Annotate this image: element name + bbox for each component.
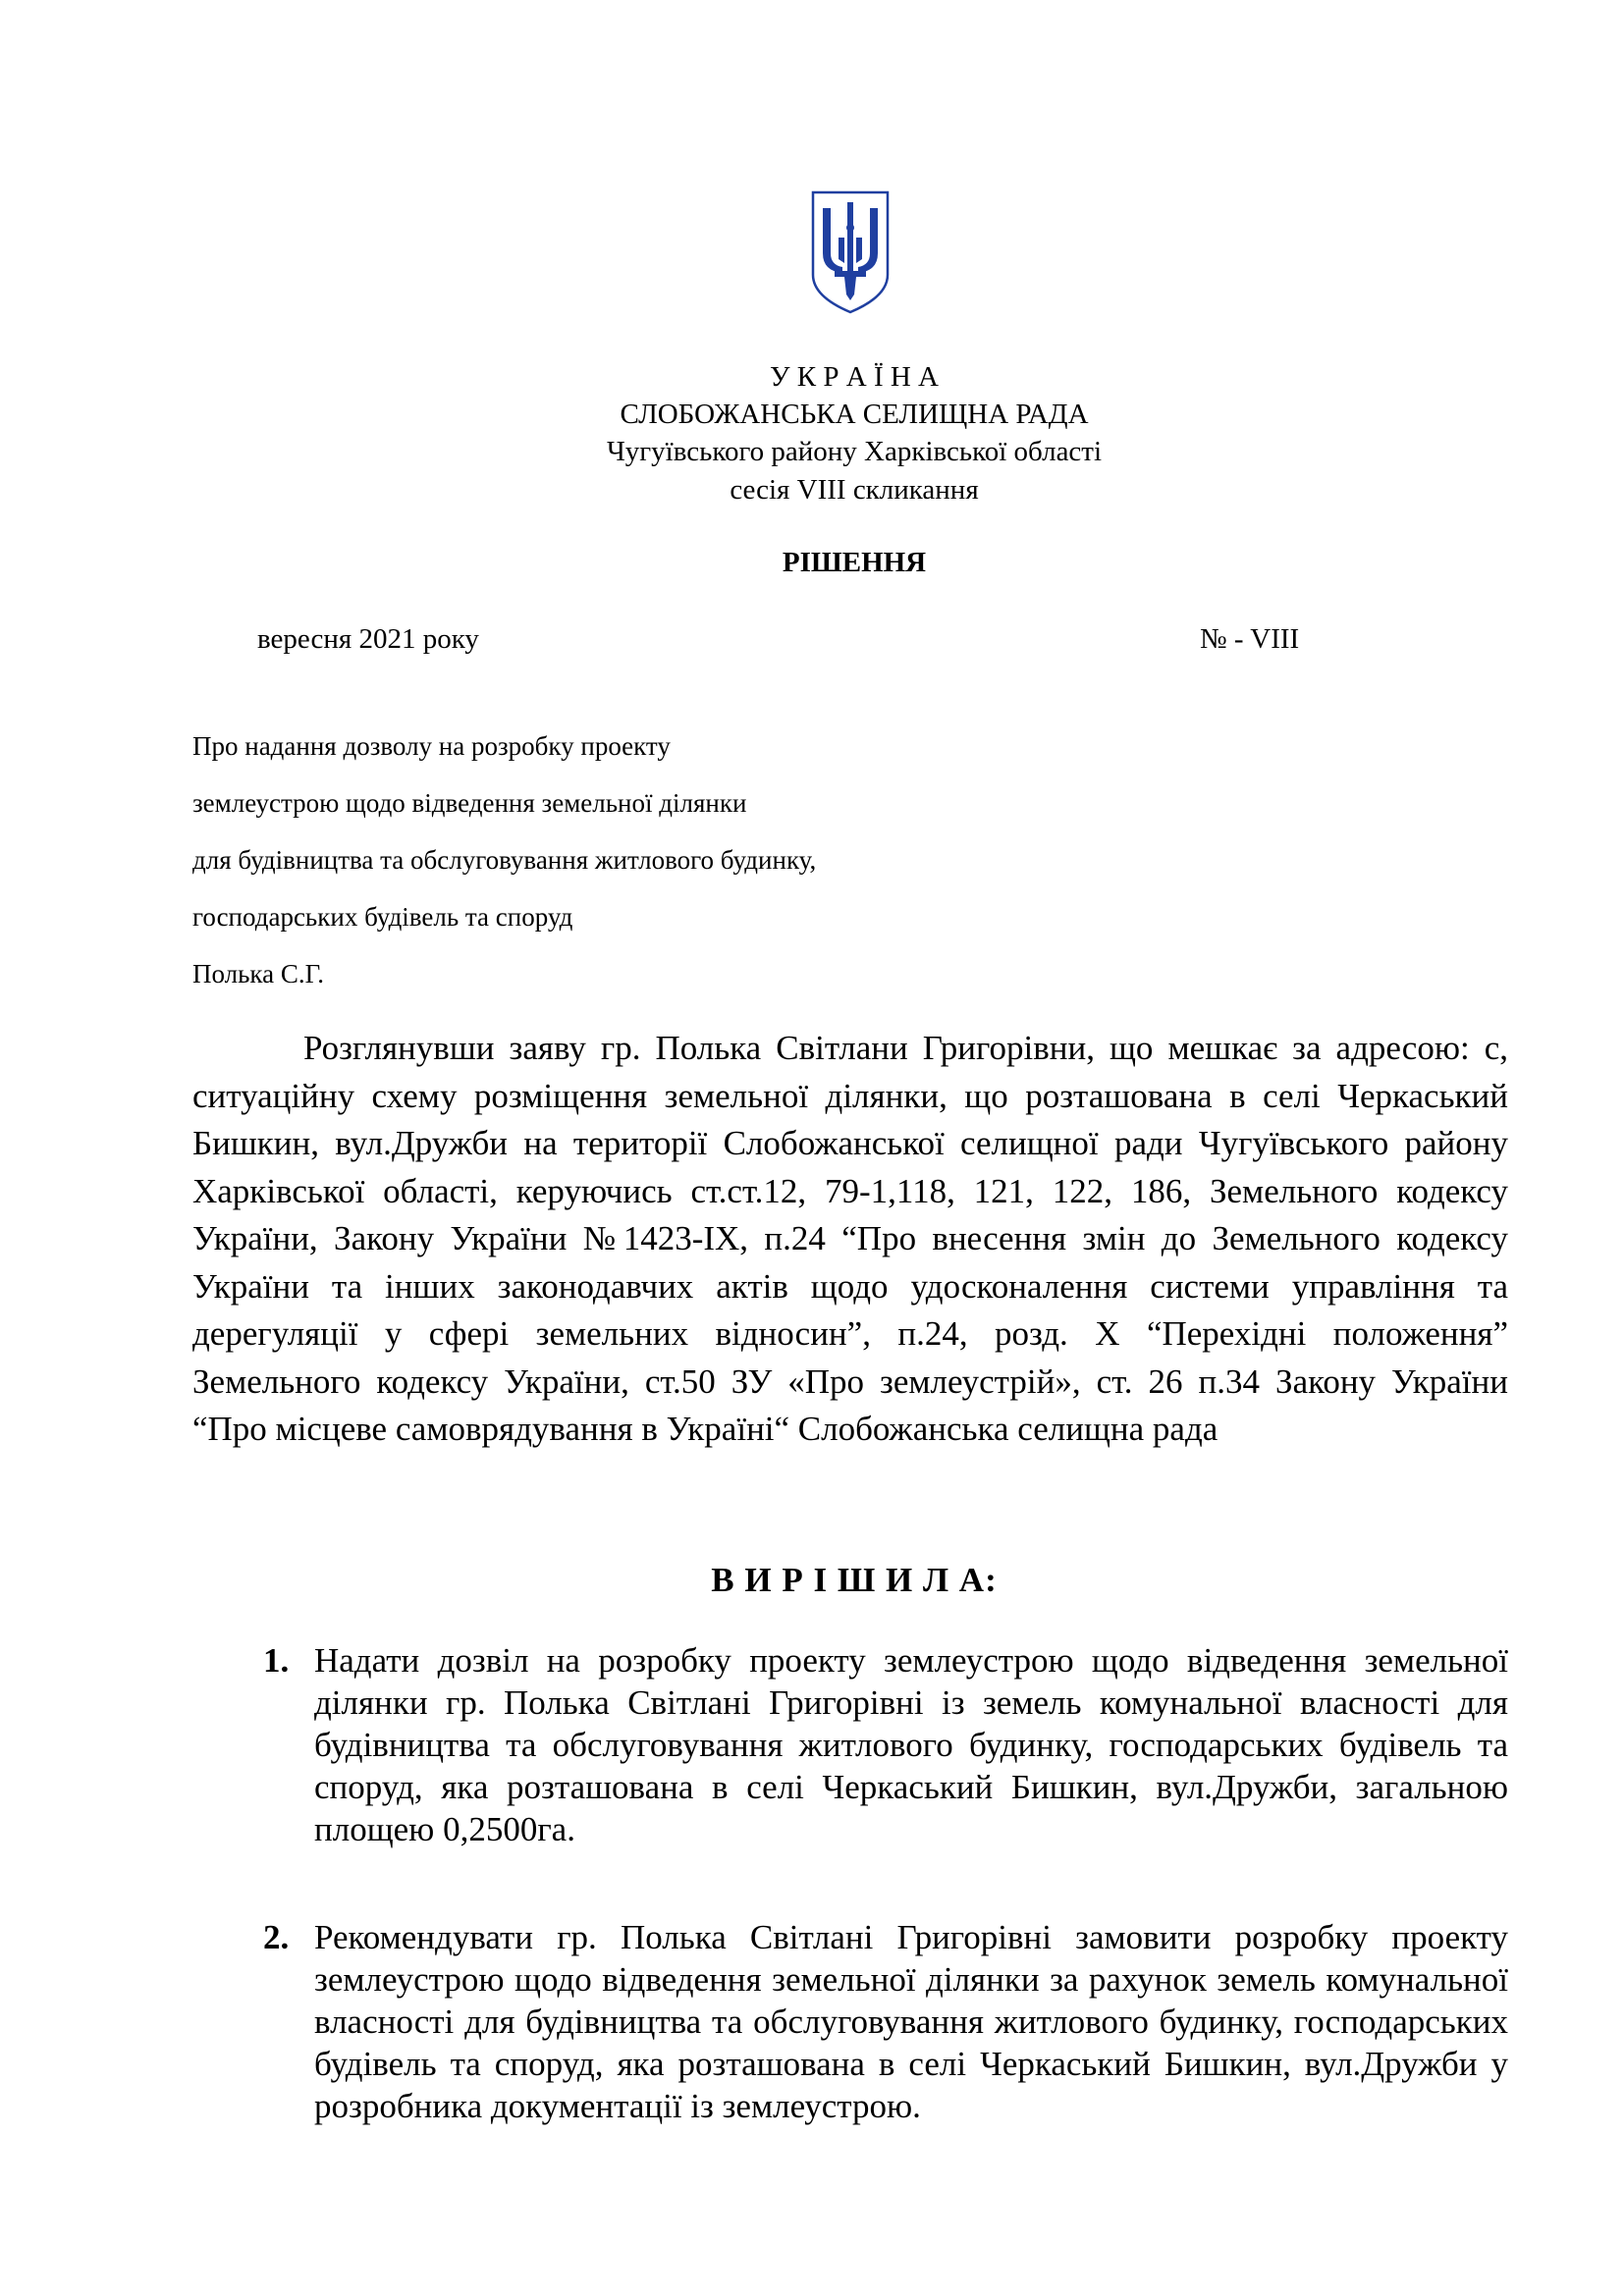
country-name: У К Р А Ї Н А (770, 361, 939, 393)
decision-number: № - VIII (1200, 623, 1300, 655)
subject-line: землеустрою щодо відведення земельної ділянки (192, 788, 747, 818)
item-number: 1. (263, 1641, 290, 1680)
subject-line: господарських будівель та споруд (192, 902, 573, 932)
subject-line: Про надання дозволу на розробку проекту (192, 731, 671, 761)
trident-coat-of-arms-icon (809, 188, 892, 316)
district-name: Чугуївського району Харківської області (606, 436, 1103, 467)
decision-item (263, 1639, 1508, 1850)
council-name: СЛОБОЖАНСЬКА СЕЛИЩНА РАДА (620, 399, 1089, 430)
item-text: Рекомендувати гр. Полька Світлані Григорівні замовити розробку проекту землеустрою щодо відведення земельної ділянки за рахунок земель комунальної власності для будівництва та обслуговування житлового будинку, господарських будівель та споруд, яка розташована в селі Черкаський Бишкин, вул.Дружби у розробника документації із землеустрою. (314, 1918, 1508, 2125)
resolved-heading: В И Р І Ш И Л А: (711, 1561, 998, 1599)
item-text: Надати дозвіл на розробку проекту землеустрою щодо відведення земельної ділянки гр. Полька Світлані Григорівні із земель комунальної власності для будівництва та обслуговування житлового будинку, господарських будівель та споруд, яка розташована в селі Черкаський Бишкин, вул.Дружби, загальною площею 0,2500га. (314, 1641, 1508, 1848)
preamble-paragraph: Розглянувши заяву гр. Полька Світлани Григорівни, що мешкає за адресою: с, ситуаційну схему розміщення земельної ділянки, що розташована в селі Черкаський Бишкин, вул.Дружби на території Слобожанської селищної ради Чугуївського району Харківської області, керуючись ст.ст.12, 79-1,118, 121, 122, 186, Земельного кодексу України, Закону України №1423-IX, п.24 “Про внесення змін до Земельного кодексу України та інших законодавчих актів щодо удосконалення системи управління та дерегуляції у сфері земельних відносин”, п.24, розд. X “Перехідні положення” Земельного кодексу України, ст.50 ЗУ «Про землеустрій», ст. 26 п.34 Закону України “Про місцеве самоврядування в Україні“ Слобожанська селищна рада (192, 1029, 1508, 1448)
session-name: сесія VIII скликання (730, 474, 979, 506)
subject-line: для будівництва та обслуговування житлового будинку, (192, 845, 817, 875)
document-title: РІШЕННЯ (782, 547, 927, 578)
item-number: 2. (263, 1918, 290, 1956)
decision-date: вересня 2021 року (257, 623, 479, 655)
decision-item (263, 1916, 1508, 2127)
subject-line: Полька С.Г. (192, 959, 324, 988)
